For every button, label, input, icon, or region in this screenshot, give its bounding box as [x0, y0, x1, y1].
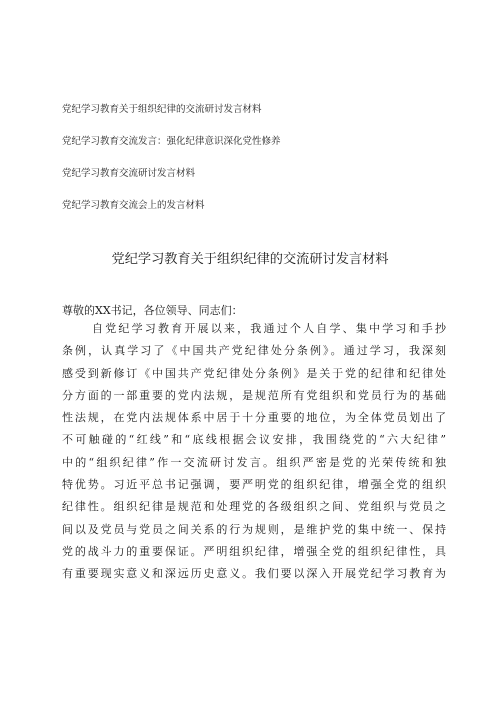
body-line: 自党纪学习教育开展以来，我通过个人自学、集中学习和手抄: [92, 322, 446, 335]
body-line: 中的“组织纪律”作一交流研讨发言。组织严密是党的光荣传统和独: [62, 455, 446, 469]
body-line: 条例，认真学习了《中国共产党纪律处分条例》。通过学习，我深刻: [62, 344, 446, 358]
body-line: 性法规，在党内法规体系中居于十分重要的地位，为全体党员划出了: [62, 411, 446, 425]
toc-item: 党纪学习教育交流会上的发言材料: [62, 200, 205, 211]
body-line: 纪律性。组织纪律是规范和处理党的各级组织之间、党组织与党员之: [62, 500, 446, 514]
document-title: 党纪学习教育关于组织纪律的交流研讨发言材料: [111, 252, 389, 267]
body-text: [62, 322, 446, 590]
table-of-contents: [62, 104, 442, 232]
body-line: 不可触碰的“红线”和“底线根据会议安排，我围绕党的“六大纪律”: [62, 433, 446, 447]
body-line: 分方面的一部重要的党内法规，是规范所有党组织和党员行为的基础: [62, 388, 446, 402]
body-line: 间以及党员与党员之间关系的行为规则，是维护党的集中统一、保持: [62, 522, 446, 536]
body-line: 党的战斗力的重要保证。严明组织纪律，增强全党的组织纪律性，具: [62, 544, 446, 558]
toc-item: 党纪学习教育交流研讨发言材料: [62, 168, 196, 179]
body-line: 特优势。习近平总书记强调，要严明党的组织纪律，增强全党的组织: [62, 478, 446, 492]
toc-item: 党纪学习教育关于组织纪律的交流研讨发言材料: [62, 104, 262, 115]
salutation: 尊敬的XX书记，各位领导、同志们：: [62, 304, 243, 317]
toc-item: 党纪学习教育交流发言：强化纪律意识深化党性修养: [62, 136, 281, 147]
body-line: 有重要现实意义和深远历史意义。我们要以深入开展党纪学习教育为: [62, 567, 446, 581]
body-line: 感受到新修订《中国共产党纪律处分条例》是关于党的纪律和纪律处: [62, 366, 446, 380]
